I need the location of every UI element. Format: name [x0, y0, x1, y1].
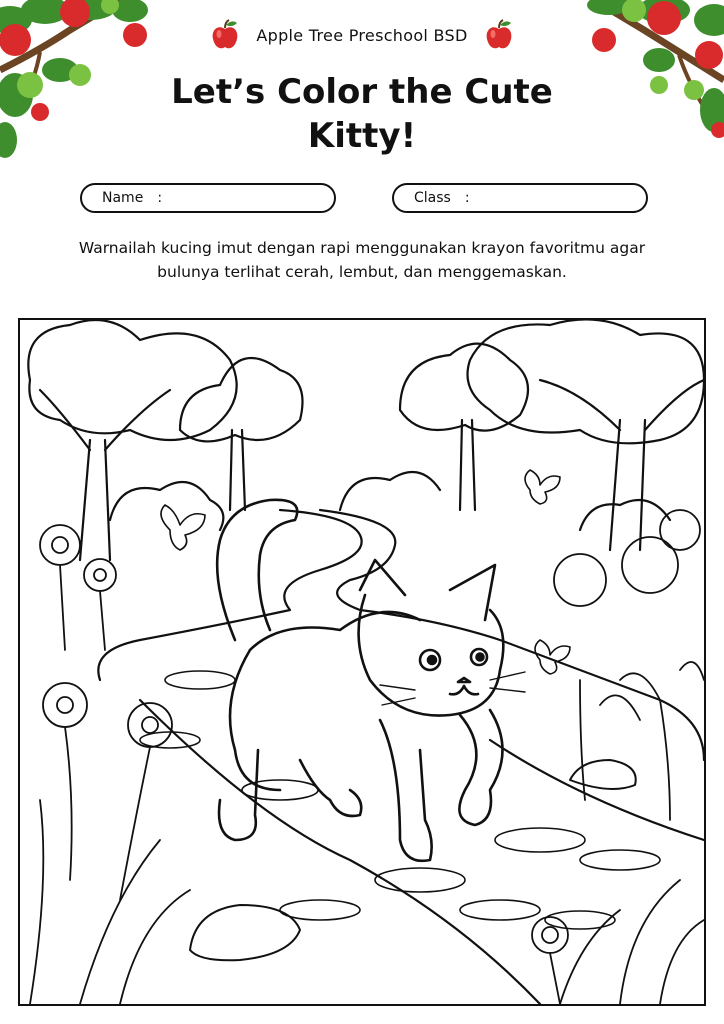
name-separator: :	[157, 190, 163, 206]
page-title: Let’s Color the Cute Kitty!	[171, 72, 553, 156]
apple-icon	[210, 19, 240, 51]
kitty-drawing	[217, 500, 525, 861]
class-field[interactable]	[392, 183, 648, 213]
tree-left	[28, 320, 236, 560]
class-separator: :	[464, 190, 470, 206]
school-name: Apple Tree Preschool BSD	[256, 25, 468, 45]
coloring-picture	[18, 318, 706, 1006]
name-label: Name	[102, 190, 144, 206]
instructions-text: Warnailah kucing imut dengan rapi menggunakan krayon favoritmu agar bulunya terlihat cerah, lembut, dan menggemaskan.	[78, 239, 646, 281]
name-field[interactable]	[80, 183, 336, 213]
class-label: Class	[414, 190, 451, 206]
apple-icon	[484, 19, 514, 51]
flowers-right	[532, 510, 704, 1004]
school-header	[0, 18, 724, 52]
flowers-left	[30, 525, 190, 1004]
